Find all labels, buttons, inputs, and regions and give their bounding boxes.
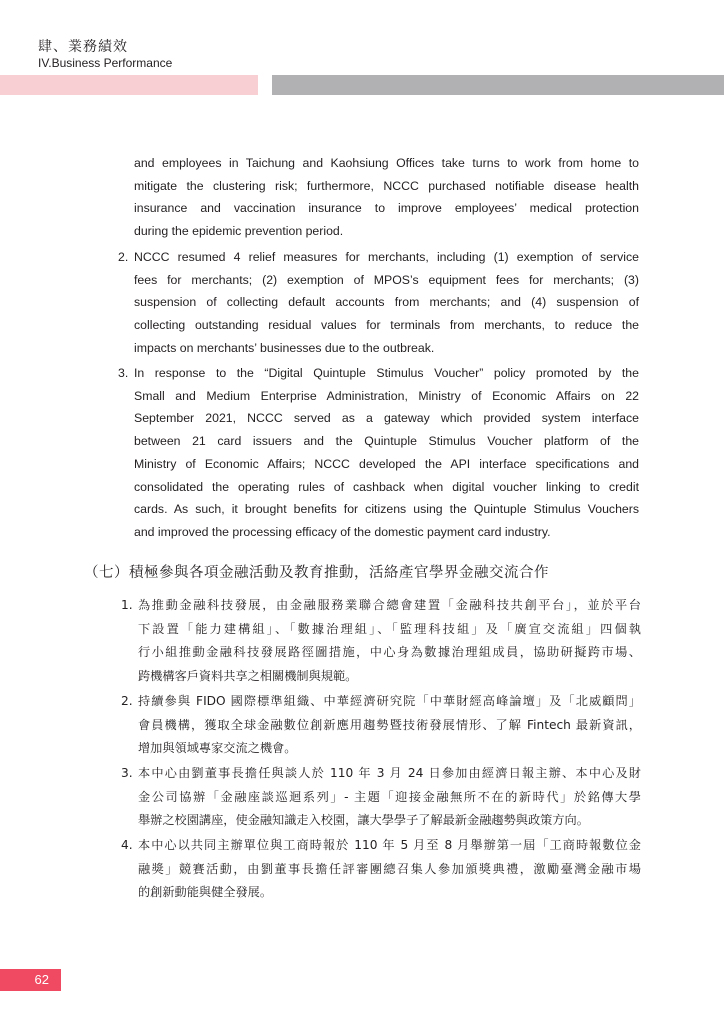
item-number: 2.	[118, 250, 129, 264]
zh-item-2	[121, 690, 641, 761]
text-line: 舉辦之校園講座，使金融知識走入校園，讓大學學子了解最新金融趨勢與政策方向。	[138, 813, 589, 828]
item-number: 1.	[121, 598, 133, 612]
item-number: 3.	[121, 766, 133, 780]
text-line: In response to the “Digital Quintuple Stimulus Voucher” policy promoted by the	[134, 366, 639, 380]
en-list-item	[118, 362, 639, 544]
zh-item-4	[121, 834, 641, 905]
text-line: Ministry of Economic Affairs; NCCC developed the API interface specifications and	[134, 456, 639, 471]
page-number: 62	[0, 969, 61, 991]
text-line: fees for merchants; (2) exemption of MPOS’s equipment fees for merchants; (3)	[134, 272, 639, 287]
text-line: 的創新動能與健全發展。	[138, 885, 273, 900]
zh-list-item	[121, 834, 641, 905]
text-line: September 2021, NCCC served as a gateway which provided system interface	[134, 411, 639, 426]
text-line: 會員機構，獲取全球金融數位創新應用趨勢暨技術發展情形、了解 Fintech 最新資訊，	[138, 717, 641, 732]
text-line: 金公司協辦「金融座談巡迴系列」- 主題「迎接金融無所不在的新時代」於銘傳大學	[138, 789, 641, 804]
text-line: 下設置「能力建構組」、「數據治理組」、「監理科技組」及「廣宣交流組」四個執	[138, 621, 641, 636]
item-number: 4.	[121, 838, 133, 852]
text-line: and employees in Taichung and Kaohsiung Offices take turns to work from home to	[134, 156, 639, 170]
text-line: 本中心由劉董事長擔任與談人於 110 年 3 月 24 日參加由經濟日報主辦、本中心及財	[138, 766, 641, 780]
text-line: 持續參與 FIDO 國際標準組織、中華經濟研究院「中華財經高峰論壇」及「北威顧問」	[138, 694, 641, 708]
text-line: 為推動金融科技發展，由金融服務業聯合總會建置「金融科技共創平台」，並於平台	[138, 598, 641, 612]
text-line: 跨機構客戶資料共享之相關機制與規範。	[138, 668, 358, 683]
text-line: 本中心以共同主辦單位與工商時報於 110 年 5 月至 8 月舉辦第一屆「工商時報數位金	[138, 838, 641, 852]
text-line: cards. As such, it brought benefits for citizens using the Quintuple Stimulus Vouchers	[134, 502, 639, 517]
item-number: 3.	[118, 366, 129, 380]
text-line: Small and Medium Enterprise Administration, Ministry of Economic Affairs on 22	[134, 388, 639, 403]
item-number: 2.	[121, 694, 133, 708]
zh-list-item	[121, 594, 641, 688]
text-line: NCCC resumed 4 relief measures for merchants, including (1) exemption of service	[134, 250, 639, 264]
text-line: suspension of collecting default accounts from merchants; and (4) suspension of	[134, 295, 639, 310]
text-line: between 21 card issuers and the Quintuple Stimulus Voucher platform of the	[134, 434, 639, 449]
section-title: （七）積極參與各項金融活動及教育推動，活絡產官學界金融交流合作	[84, 565, 549, 581]
header-bar-gray	[272, 75, 724, 95]
zh-list-item	[121, 690, 641, 761]
zh-list-item	[121, 762, 641, 833]
header-bar-pink	[0, 75, 258, 95]
text-line: during the epidemic prevention period.	[134, 224, 344, 239]
text-line: 融獎」競賽活動，由劉董事長擔任評審團總召集人參加頒獎典禮，激勵臺灣金融市場	[138, 861, 641, 876]
text-line: consolidated the operating rules of cashback when digital voucher linking to credit	[134, 479, 639, 494]
en-item-1	[118, 152, 639, 243]
text-line: 行小組推動金融科技發展路徑圖措施，中心身為數據治理組成員，協助研擬跨市場、	[138, 645, 641, 660]
zh-item-3	[121, 762, 641, 833]
en-list-item	[118, 246, 639, 360]
text-line: impacts on merchants’ businesses due to the outbreak.	[134, 340, 435, 355]
text-line: collecting outstanding residual values for terminals from merchants, to reduce the	[134, 318, 639, 333]
text-line: insurance and vaccination insurance to improve employees’ medical protection	[134, 201, 639, 216]
text-line: 增加與領域專家交流之機會。	[138, 741, 297, 756]
zh-item-1	[121, 594, 641, 688]
en-item-3	[118, 362, 639, 544]
en-item-2	[118, 246, 639, 360]
header-title-zh: 肆、業務績效	[38, 39, 128, 55]
text-line: mitigate the clustering risk; furthermore, NCCC purchased notifiable disease health	[134, 178, 639, 193]
header-title-en: IV.Business Performance	[38, 56, 173, 70]
en-list-item	[118, 152, 639, 243]
text-line: and improved the processing efficacy of the domestic payment card industry.	[134, 524, 551, 539]
